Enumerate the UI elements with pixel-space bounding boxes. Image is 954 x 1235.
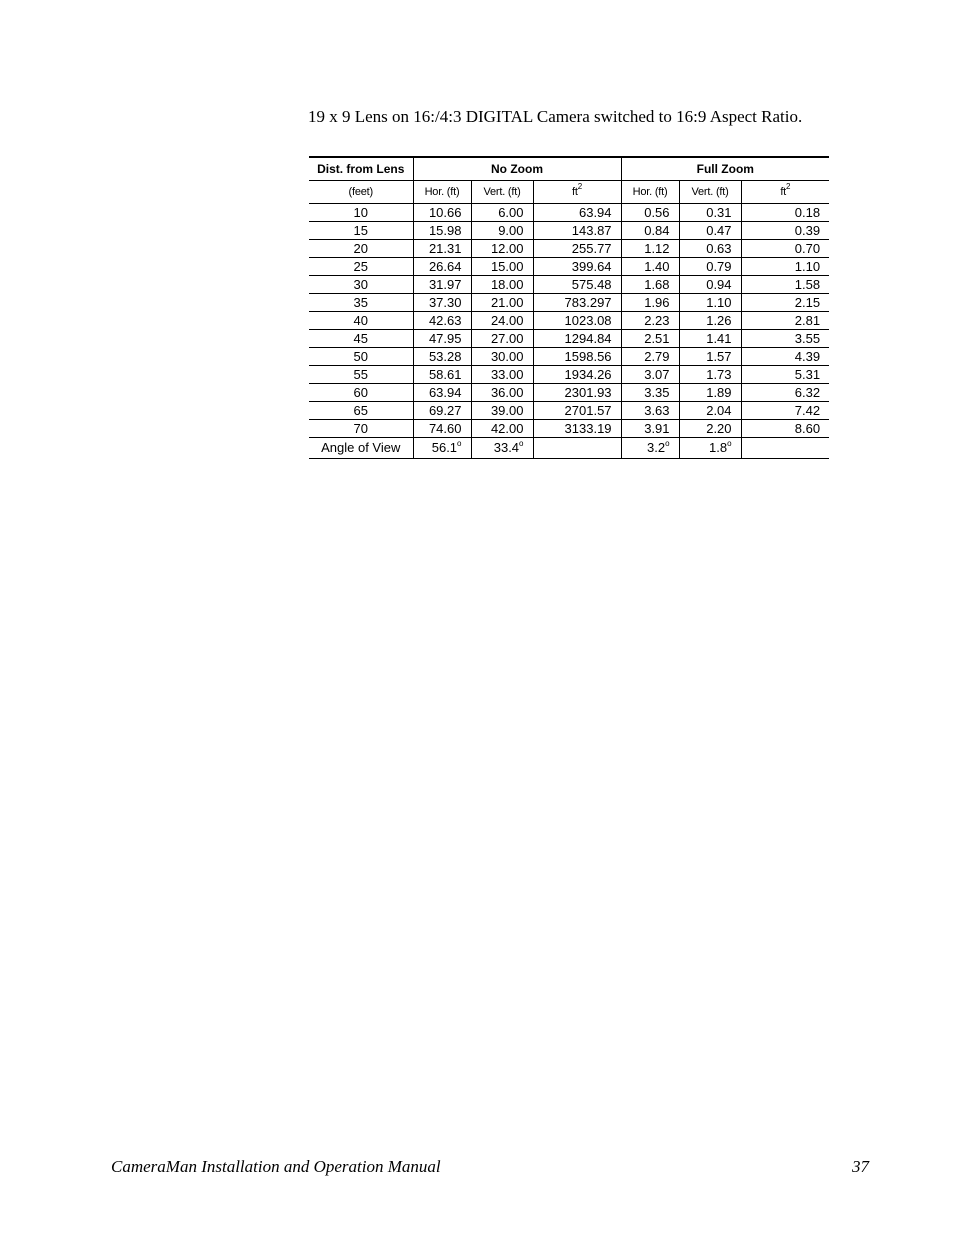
cell-no-zoom-hor: 10.66 xyxy=(413,204,471,222)
table-row xyxy=(309,204,829,222)
cell-dist: 10 xyxy=(309,204,413,222)
table-row xyxy=(309,402,829,420)
cell-full-zoom-area: 0.39 xyxy=(741,222,829,240)
cell-no-zoom-hor: 21.31 xyxy=(413,240,471,258)
cell-full-zoom-vert: 0.94 xyxy=(679,276,741,294)
cell-full-zoom-hor: 0.84 xyxy=(621,222,679,240)
cell-dist: 55 xyxy=(309,366,413,384)
cell-full-zoom-area: 0.70 xyxy=(741,240,829,258)
cell-full-zoom-area: 7.42 xyxy=(741,402,829,420)
cell-no-zoom-area: 1294.84 xyxy=(533,330,621,348)
degree-mark: o xyxy=(457,439,462,448)
subheader-full-zoom-area xyxy=(741,181,829,204)
cell-no-zoom-hor: 53.28 xyxy=(413,348,471,366)
cell-no-zoom-hor: 26.64 xyxy=(413,258,471,276)
cell-no-zoom-vert: 42.00 xyxy=(471,420,533,438)
cell-no-zoom-area: 1934.26 xyxy=(533,366,621,384)
table-row xyxy=(309,312,829,330)
cell-no-zoom-vert: 24.00 xyxy=(471,312,533,330)
angle-no-zoom-hor xyxy=(413,438,471,459)
cell-full-zoom-vert: 2.20 xyxy=(679,420,741,438)
table-row xyxy=(309,276,829,294)
angle-no-zoom-area xyxy=(533,438,621,459)
area-exponent: 2 xyxy=(786,182,791,191)
table-row xyxy=(309,348,829,366)
subheader-feet: (feet) xyxy=(309,181,413,204)
cell-no-zoom-vert: 27.00 xyxy=(471,330,533,348)
cell-full-zoom-hor: 3.63 xyxy=(621,402,679,420)
cell-dist: 30 xyxy=(309,276,413,294)
cell-no-zoom-area: 399.64 xyxy=(533,258,621,276)
angle-value: 3.2 xyxy=(647,440,666,455)
table-caption: 19 x 9 Lens on 16:/4:3 DIGITAL Camera switched to 16:9 Aspect Ratio. xyxy=(308,107,803,126)
cell-no-zoom-area: 575.48 xyxy=(533,276,621,294)
area-unit: ft xyxy=(780,186,787,198)
cell-no-zoom-vert: 18.00 xyxy=(471,276,533,294)
degree-mark: o xyxy=(727,439,732,448)
cell-full-zoom-vert: 2.04 xyxy=(679,402,741,420)
cell-full-zoom-area: 8.60 xyxy=(741,420,829,438)
table-row xyxy=(309,258,829,276)
cell-full-zoom-vert: 0.79 xyxy=(679,258,741,276)
cell-full-zoom-hor: 2.79 xyxy=(621,348,679,366)
cell-full-zoom-area: 6.32 xyxy=(741,384,829,402)
cell-no-zoom-hor: 15.98 xyxy=(413,222,471,240)
cell-no-zoom-area: 143.87 xyxy=(533,222,621,240)
cell-full-zoom-area: 5.31 xyxy=(741,366,829,384)
subheader-full-zoom-hor: Hor. (ft) xyxy=(621,181,679,204)
cell-dist: 45 xyxy=(309,330,413,348)
cell-no-zoom-vert: 36.00 xyxy=(471,384,533,402)
cell-full-zoom-area: 0.18 xyxy=(741,204,829,222)
cell-dist: 15 xyxy=(309,222,413,240)
angle-value: 56.1 xyxy=(431,440,458,455)
cell-dist: 70 xyxy=(309,420,413,438)
cell-full-zoom-hor: 1.96 xyxy=(621,294,679,312)
subheader-row xyxy=(309,181,829,204)
area-exponent: 2 xyxy=(577,182,582,191)
table-row xyxy=(309,330,829,348)
cell-no-zoom-hor: 31.97 xyxy=(413,276,471,294)
cell-full-zoom-hor: 1.68 xyxy=(621,276,679,294)
degree-mark: o xyxy=(519,439,524,448)
cell-full-zoom-area: 2.15 xyxy=(741,294,829,312)
angle-value: 1.8 xyxy=(709,440,728,455)
subheader-no-zoom-vert: Vert. (ft) xyxy=(471,181,533,204)
cell-no-zoom-area: 1023.08 xyxy=(533,312,621,330)
header-dist: Dist. from Lens xyxy=(309,157,413,181)
cell-full-zoom-vert: 1.89 xyxy=(679,384,741,402)
angle-of-view-row xyxy=(309,438,829,459)
cell-no-zoom-hor: 47.95 xyxy=(413,330,471,348)
cell-dist: 35 xyxy=(309,294,413,312)
angle-label: Angle of View xyxy=(309,438,413,459)
cell-no-zoom-area: 3133.19 xyxy=(533,420,621,438)
cell-dist: 25 xyxy=(309,258,413,276)
table-row xyxy=(309,366,829,384)
table-row xyxy=(309,222,829,240)
angle-no-zoom-vert xyxy=(471,438,533,459)
footer-page-number: 37 xyxy=(852,1157,869,1176)
cell-dist: 65 xyxy=(309,402,413,420)
cell-no-zoom-hor: 42.63 xyxy=(413,312,471,330)
cell-full-zoom-hor: 3.07 xyxy=(621,366,679,384)
cell-no-zoom-area: 2301.93 xyxy=(533,384,621,402)
cell-full-zoom-vert: 1.10 xyxy=(679,294,741,312)
cell-full-zoom-hor: 0.56 xyxy=(621,204,679,222)
table-row xyxy=(309,384,829,402)
subheader-no-zoom-area xyxy=(533,181,621,204)
angle-full-zoom-vert xyxy=(679,438,741,459)
cell-no-zoom-vert: 15.00 xyxy=(471,258,533,276)
table-body xyxy=(309,157,829,459)
cell-full-zoom-hor: 3.91 xyxy=(621,420,679,438)
cell-full-zoom-area: 1.10 xyxy=(741,258,829,276)
cell-no-zoom-vert: 30.00 xyxy=(471,348,533,366)
cell-full-zoom-vert: 1.57 xyxy=(679,348,741,366)
cell-full-zoom-hor: 2.23 xyxy=(621,312,679,330)
cell-full-zoom-area: 3.55 xyxy=(741,330,829,348)
cell-full-zoom-hor: 1.40 xyxy=(621,258,679,276)
header-no-zoom: No Zoom xyxy=(413,157,621,181)
subheader-no-zoom-hor: Hor. (ft) xyxy=(413,181,471,204)
cell-no-zoom-vert: 12.00 xyxy=(471,240,533,258)
cell-full-zoom-hor: 1.12 xyxy=(621,240,679,258)
cell-no-zoom-vert: 21.00 xyxy=(471,294,533,312)
cell-no-zoom-vert: 6.00 xyxy=(471,204,533,222)
header-full-zoom: Full Zoom xyxy=(621,157,829,181)
cell-full-zoom-vert: 0.63 xyxy=(679,240,741,258)
cell-dist: 40 xyxy=(309,312,413,330)
cell-dist: 50 xyxy=(309,348,413,366)
table-row xyxy=(309,240,829,258)
cell-no-zoom-hor: 63.94 xyxy=(413,384,471,402)
cell-full-zoom-hor: 3.35 xyxy=(621,384,679,402)
cell-no-zoom-area: 255.77 xyxy=(533,240,621,258)
cell-no-zoom-area: 783.297 xyxy=(533,294,621,312)
angle-full-zoom-area xyxy=(741,438,829,459)
lens-coverage-table xyxy=(309,156,829,459)
area-unit: ft xyxy=(572,186,578,198)
cell-no-zoom-vert: 33.00 xyxy=(471,366,533,384)
cell-no-zoom-hor: 58.61 xyxy=(413,366,471,384)
cell-full-zoom-vert: 1.26 xyxy=(679,312,741,330)
table-row xyxy=(309,420,829,438)
cell-no-zoom-hor: 74.60 xyxy=(413,420,471,438)
cell-no-zoom-vert: 39.00 xyxy=(471,402,533,420)
header-row xyxy=(309,157,829,181)
cell-no-zoom-area: 2701.57 xyxy=(533,402,621,420)
subheader-full-zoom-vert: Vert. (ft) xyxy=(679,181,741,204)
footer-manual-title: CameraMan Installation and Operation Manual xyxy=(111,1157,441,1176)
cell-full-zoom-vert: 1.73 xyxy=(679,366,741,384)
cell-dist: 20 xyxy=(309,240,413,258)
table-row xyxy=(309,294,829,312)
cell-dist: 60 xyxy=(309,384,413,402)
angle-value: 33.4 xyxy=(493,440,520,455)
cell-no-zoom-area: 1598.56 xyxy=(533,348,621,366)
degree-mark: o xyxy=(665,439,670,448)
cell-no-zoom-hor: 37.30 xyxy=(413,294,471,312)
cell-full-zoom-area: 4.39 xyxy=(741,348,829,366)
cell-full-zoom-vert: 0.31 xyxy=(679,204,741,222)
cell-no-zoom-hor: 69.27 xyxy=(413,402,471,420)
cell-no-zoom-vert: 9.00 xyxy=(471,222,533,240)
cell-full-zoom-area: 2.81 xyxy=(741,312,829,330)
angle-full-zoom-hor xyxy=(621,438,679,459)
cell-full-zoom-hor: 2.51 xyxy=(621,330,679,348)
cell-full-zoom-vert: 0.47 xyxy=(679,222,741,240)
cell-full-zoom-vert: 1.41 xyxy=(679,330,741,348)
cell-no-zoom-area: 63.94 xyxy=(533,204,621,222)
cell-full-zoom-area: 1.58 xyxy=(741,276,829,294)
